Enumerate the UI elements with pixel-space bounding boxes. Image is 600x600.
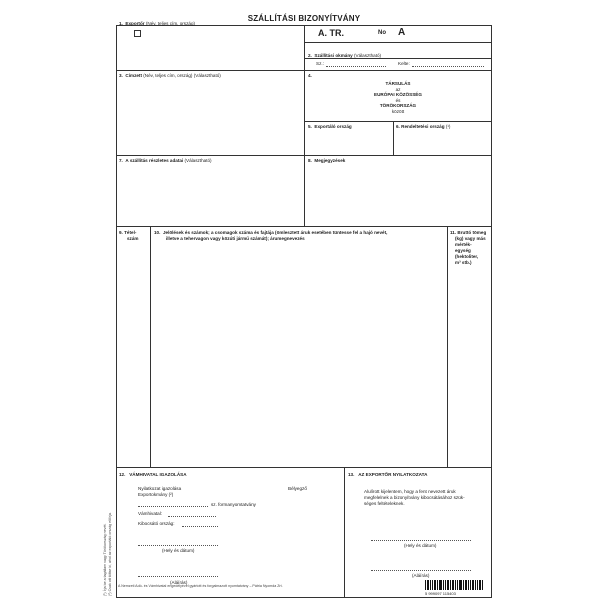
box12-signature-field[interactable] (138, 576, 218, 577)
side-note-2: (²) Csak ott töltse ki, ahol az exportáló ország előírja. (108, 512, 112, 596)
side-note-1: (¹) Írja be a tagállam vagy Törökország nevét. (103, 523, 107, 596)
box13-signature-field[interactable] (371, 570, 471, 571)
box13-place-date-label: (Hely és dátum) (404, 543, 437, 548)
box2-kelte-field[interactable] (412, 66, 484, 67)
form-title: SZÁLLÍTÁSI BIZONYÍTVÁNY (247, 14, 361, 23)
box5-header: 5. Exportáló ország (308, 124, 352, 129)
box6-header: 6. Rendeltetési ország (¹) (396, 124, 451, 129)
box12-form-label: sz. formanyomtatvány (211, 502, 256, 507)
box2-kelte-label: Kelte: (398, 61, 410, 66)
box3-header: 3. Címzett (Név, teljes cím, ország) (Választható) (119, 73, 221, 78)
row4-bottom-line (116, 467, 492, 468)
box12-form-number-field[interactable] (138, 506, 208, 507)
box12-place-date-field[interactable] (138, 545, 218, 546)
box12-issuing-country-label: Kibocsátó ország: (138, 521, 175, 526)
box12-13-divider (344, 467, 345, 597)
frame-bottom (116, 597, 492, 598)
row2-bottom-line (116, 155, 492, 156)
box2-sz-label: Sz.: (316, 61, 324, 66)
form-code: A. TR. (318, 28, 344, 38)
col-divider-top (304, 25, 305, 226)
col11-divider (447, 226, 448, 467)
barcode-number: 5 999097 115403 (425, 591, 456, 596)
box12-signature-label: (Aláírás) (170, 580, 188, 585)
box2-sz-field[interactable] (326, 66, 386, 67)
row3-bottom-line (116, 226, 492, 227)
header-bottom-line (304, 42, 492, 43)
box1-header: 1. Exportőr (Név, teljes cím, ország) (119, 21, 196, 26)
box12-export-doc-label: Exportokmány (²) (138, 492, 174, 497)
row1-bottom-line (116, 70, 492, 71)
box8-header: 8. Megjegyzések (308, 158, 346, 163)
box12-place-date-label: (Hely és dátum) (162, 548, 195, 553)
box12-customs-office-label: Vámhivatal: (138, 511, 163, 516)
form-no-value: A (398, 27, 406, 38)
box1-checkbox[interactable] (134, 30, 141, 37)
box2-header: 2. Szállítási okmány (Választható) (308, 53, 382, 58)
box9-header: 9. Tétel- szám (119, 230, 139, 241)
frame-left (116, 25, 117, 597)
box12-issuing-country-field[interactable] (182, 526, 218, 527)
footer-printer-note: A Nemzeti Adó- és Vámhivatal engedélyével gyártott és forgalmazott nyomtatvány – Pátria Nyomda Zrt. (118, 584, 283, 588)
box13-signature-label: (Aláírás) (412, 573, 430, 578)
box12-header: 12. VÁMHIVATAL IGAZOLÁSA (119, 472, 187, 477)
form-no-label: No (378, 30, 386, 36)
box4-num: 4. (308, 73, 312, 78)
box13-header: 13. AZ EXPORTŐR NYILATKOZATA (348, 472, 428, 477)
box13-declaration-text: Alulírott kijelentem, hogy a fent nevezett áruk megfelelnek a bizonyítvány kibocsátásához szük- séges feltételeknek. (364, 489, 465, 506)
box12-declaration-label: Nyilatkozat igazolása (138, 486, 182, 491)
col9-divider (150, 226, 151, 467)
box4-bottom-line (304, 121, 492, 122)
barcode-image (425, 580, 484, 590)
box11-header: 11. Bruttó tömeg (kg) vagy más mérték- egység (hektoliter, m³ stb.) (450, 230, 487, 265)
box13-place-date-field[interactable] (371, 540, 471, 541)
box5-6-divider (393, 121, 394, 155)
certificate-form (116, 14, 492, 594)
box10-header: 10. Jelölések és számok; a csomagok száma és fajtája (ömlesztett áruk esetében tüntesse fel a hajó nevét, illetve a tehervagon vagy közúti jármű számát); árumegnevezés (154, 230, 388, 241)
box12-customs-office-field[interactable] (168, 516, 216, 517)
box4-association-text: TÁRSULÁS az EURÓPAI KÖZÖSSÉG és TÖRÖKORSZÁG között (374, 81, 422, 114)
box7-header: 7. A szállítás részletes adatai (Választható) (119, 158, 212, 163)
box12-stamp-label: Bélyegző (288, 486, 307, 491)
